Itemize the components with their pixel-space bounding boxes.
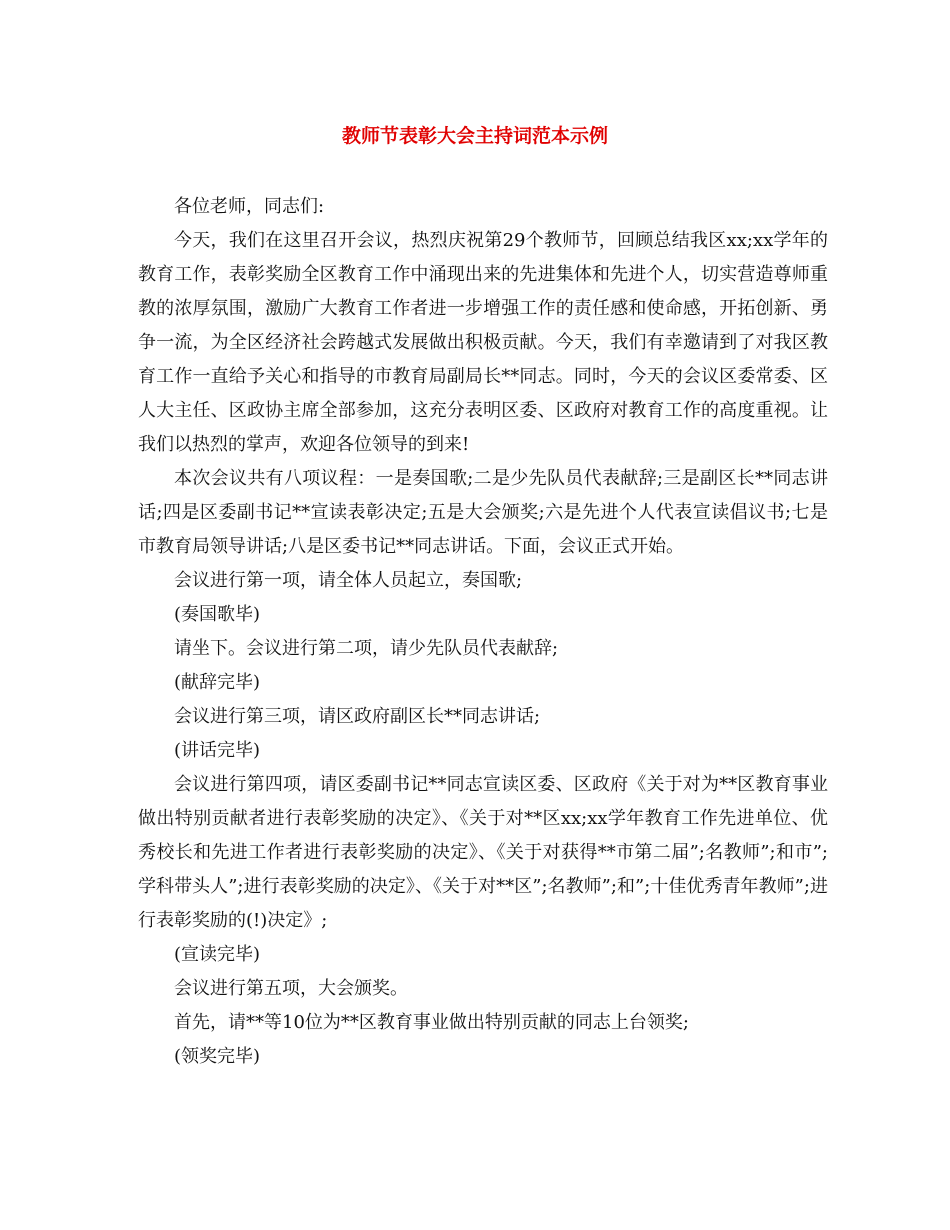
paragraph: 今天，我们在这里召开会议，热烈庆祝第29个教师节，回顾总结我区xx;xx学年的教育工作，表彰奖励全区教育工作中涌现出来的先进集体和先进个人，切实营造尊师重教的浓厚氛围，激励广大教育工作者进一步增强工作的责任感和使命感，开拓创新、勇争一流，为全区经济社会跨越式发展做出积极贡献。今天，我们有幸邀请到了对我区教育工作一直给予关心和指导的市教育局副局长**同志。同时，今天的会议区委常委、区人大主任、区政协主席全部参加，这充分表明区委、区政府对教育工作的高度重视。让我们以热烈的掌声，欢迎各位领导的到来! <box>138 230 828 455</box>
document-title: 教师节表彰大会主持词范本示例 <box>341 125 608 147</box>
paragraph: (奏国歌毕) <box>174 604 261 625</box>
document-body <box>138 190 828 1074</box>
paragraph: (宣读完毕) <box>174 944 261 965</box>
paragraph: (讲话完毕) <box>174 740 261 761</box>
paragraph: (领奖完毕) <box>174 1046 261 1067</box>
paragraph: 会议进行第一项，请全体人员起立，奏国歌; <box>174 570 523 591</box>
paragraph: 会议进行第四项，请区委副书记**同志宣读区委、区政府《关于对为**区教育事业做出特别贡献者进行表彰奖励的决定》、《关于对**区xx;xx学年教育工作先进单位、优秀校长和先进工作者进行表彰奖励的决定》、《关于对获得**市第二届”;名教师”;和市”;学科带头人”;进行表彰奖励的决定》、《关于对**区”;名教师”;和”;十佳优秀青年教师”;进行表彰奖励的(!)决定》; <box>138 774 828 931</box>
paragraph: 各位老师，同志们: <box>174 196 325 217</box>
paragraph: 会议进行第五项，大会颁奖。 <box>174 978 408 999</box>
paragraph: (献辞完毕) <box>174 672 261 693</box>
paragraph: 会议进行第三项，请区政府副区长**同志讲话; <box>174 706 541 727</box>
paragraph: 请坐下。会议进行第二项，请少先队员代表献辞; <box>174 638 559 659</box>
paragraph: 首先，请**等10位为**区教育事业做出特别贡献的同志上台领奖; <box>174 1012 689 1033</box>
paragraph: 本次会议共有八项议程：一是奏国歌;二是少先队员代表献辞;三是副区长**同志讲话;四是区委副书记**宣读表彰决定;五是大会颁奖;六是先进个人代表宣读倡议书;七是市教育局领导讲话;八是区委书记**同志讲话。下面，会议正式开始。 <box>138 468 828 557</box>
